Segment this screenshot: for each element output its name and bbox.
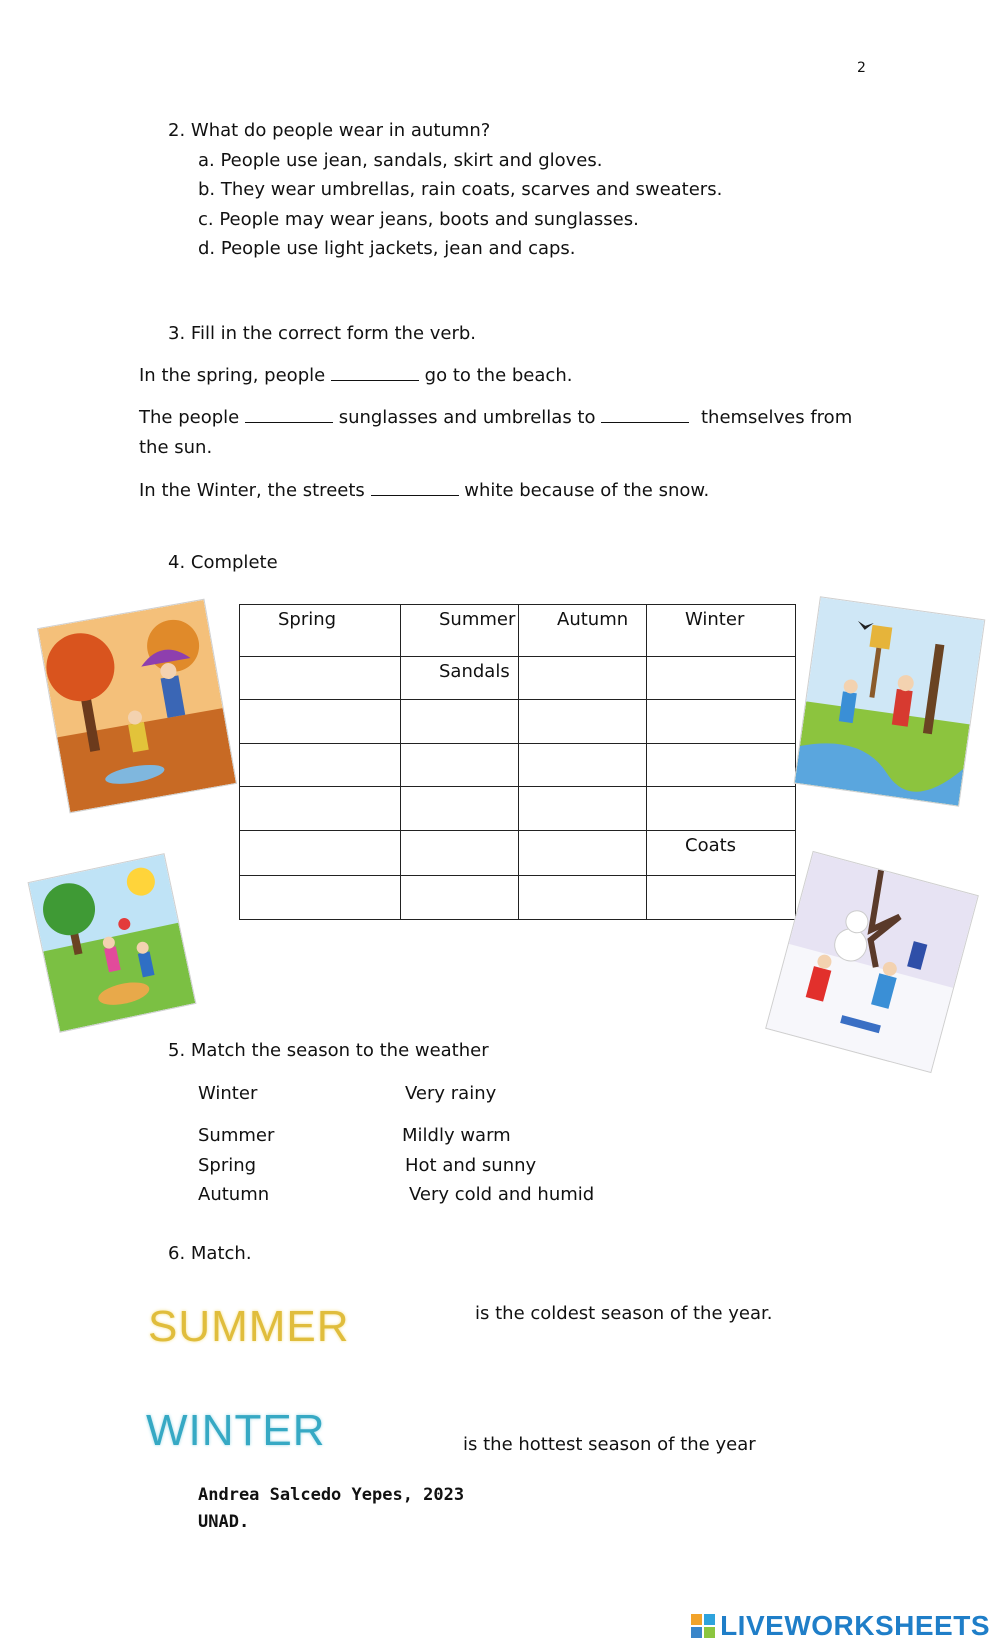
header-cell-autumn — [519, 605, 647, 657]
table-cell[interactable] — [519, 700, 647, 744]
table-cell[interactable] — [401, 831, 519, 876]
table-cell[interactable] — [647, 700, 796, 744]
q5-weather-mildly-warm[interactable]: Mildly warm — [402, 1125, 511, 1146]
q3-blank-1[interactable] — [331, 366, 419, 381]
liveworksheets-logo-icon — [690, 1613, 716, 1639]
q6-def-hottest[interactable]: is the hottest season of the year — [463, 1434, 756, 1455]
q2-option-d[interactable]: d. People use light jackets, jean and caps. — [198, 238, 576, 259]
q2-option-b[interactable]: b. They wear umbrellas, rain coats, scarves and sweaters. — [198, 179, 723, 200]
table-row — [240, 700, 796, 744]
q3-s2-part-d: the sun. — [139, 437, 213, 458]
q3-s1-part-a: In the spring, people — [139, 365, 326, 386]
table-row — [240, 787, 796, 831]
q5-season-spring[interactable]: Spring — [198, 1155, 257, 1176]
table-cell[interactable] — [647, 787, 796, 831]
q5-question: 5. Match the season to the weather — [168, 1040, 489, 1061]
q5-weather-very-cold[interactable]: Very cold and humid — [409, 1184, 595, 1205]
table-cell[interactable] — [240, 831, 401, 876]
winter-word[interactable]: WINTER — [146, 1406, 326, 1455]
q3-blank-2[interactable] — [245, 408, 333, 423]
summer-word[interactable]: SUMMER — [148, 1302, 350, 1351]
page-number: 2 — [857, 60, 866, 76]
table-header-row — [240, 605, 796, 657]
table-cell[interactable] — [240, 876, 401, 920]
table-cell[interactable] — [240, 787, 401, 831]
table-cell[interactable] — [519, 787, 647, 831]
liveworksheets-logo — [690, 1610, 990, 1642]
q3-s2-part-c: themselves from — [700, 407, 853, 428]
q5-weather-hot-sunny[interactable]: Hot and sunny — [405, 1155, 537, 1176]
table-cell[interactable]: Sandals — [401, 657, 519, 700]
q2-question: 2. What do people wear in autumn? — [168, 120, 491, 141]
table-row — [240, 657, 796, 700]
table-cell[interactable] — [519, 657, 647, 700]
table-row — [240, 876, 796, 920]
header-autumn: Autumn — [557, 609, 629, 630]
table-cell[interactable] — [240, 700, 401, 744]
autumn-illustration — [37, 599, 237, 814]
q5-weather-very-rainy[interactable]: Very rainy — [405, 1083, 497, 1104]
liveworksheets-brand-text: LIVEWORKSHEETS — [720, 1610, 990, 1641]
q3-s3-part-a: In the Winter, the streets — [139, 480, 365, 501]
table-cell[interactable] — [519, 831, 647, 876]
author-credit: Andrea Salcedo Yepes, 2023 — [198, 1485, 465, 1505]
q6-question: 6. Match. — [168, 1243, 252, 1264]
table-cell[interactable] — [401, 876, 519, 920]
table-cell[interactable]: Coats — [647, 831, 796, 876]
q5-season-winter[interactable]: Winter — [198, 1083, 258, 1104]
q6-def-coldest[interactable]: is the coldest season of the year. — [475, 1303, 773, 1324]
q2-option-c[interactable]: c. People may wear jeans, boots and sunglasses. — [198, 209, 639, 230]
table-cell[interactable] — [401, 700, 519, 744]
q3-sentence-3 — [139, 480, 709, 501]
table-cell[interactable] — [647, 876, 796, 920]
q3-s2-part-a: The people — [139, 407, 240, 428]
q5-season-summer[interactable]: Summer — [198, 1125, 275, 1146]
q3-s1-part-b: go to the beach. — [424, 365, 573, 386]
table-row — [240, 744, 796, 787]
header-cell-winter — [647, 605, 796, 657]
header-cell-summer — [401, 605, 519, 657]
spring-illustration — [794, 596, 986, 806]
header-winter: Winter — [685, 609, 745, 630]
table-row — [240, 831, 796, 876]
q3-blank-4[interactable] — [371, 481, 459, 496]
header-cell-spring — [240, 605, 401, 657]
table-cell[interactable] — [647, 744, 796, 787]
table-cell[interactable] — [647, 657, 796, 700]
table-cell[interactable] — [401, 744, 519, 787]
q3-s3-part-b: white because of the snow. — [464, 480, 710, 501]
seasons-clothing-table — [239, 604, 796, 920]
table-cell[interactable] — [401, 787, 519, 831]
q4-question: 4. Complete — [168, 552, 278, 573]
institution-credit: UNAD. — [198, 1512, 250, 1532]
header-spring: Spring — [278, 609, 337, 630]
table-cell[interactable] — [519, 876, 647, 920]
table-cell[interactable] — [519, 744, 647, 787]
q3-sentence-1 — [139, 365, 572, 386]
q2-option-a[interactable]: a. People use jean, sandals, skirt and gloves. — [198, 150, 603, 171]
q3-sentence-2 — [139, 407, 852, 428]
q3-question: 3. Fill in the correct form the verb. — [168, 323, 477, 344]
q3-blank-3[interactable] — [601, 408, 689, 423]
header-summer: Summer — [439, 609, 516, 630]
q5-season-autumn[interactable]: Autumn — [198, 1184, 270, 1205]
summer-illustration — [28, 853, 197, 1033]
table-cell[interactable] — [240, 657, 401, 700]
table-cell[interactable] — [240, 744, 401, 787]
q3-s2-part-b: sunglasses and umbrellas to — [338, 407, 596, 428]
winter-illustration — [765, 851, 979, 1073]
